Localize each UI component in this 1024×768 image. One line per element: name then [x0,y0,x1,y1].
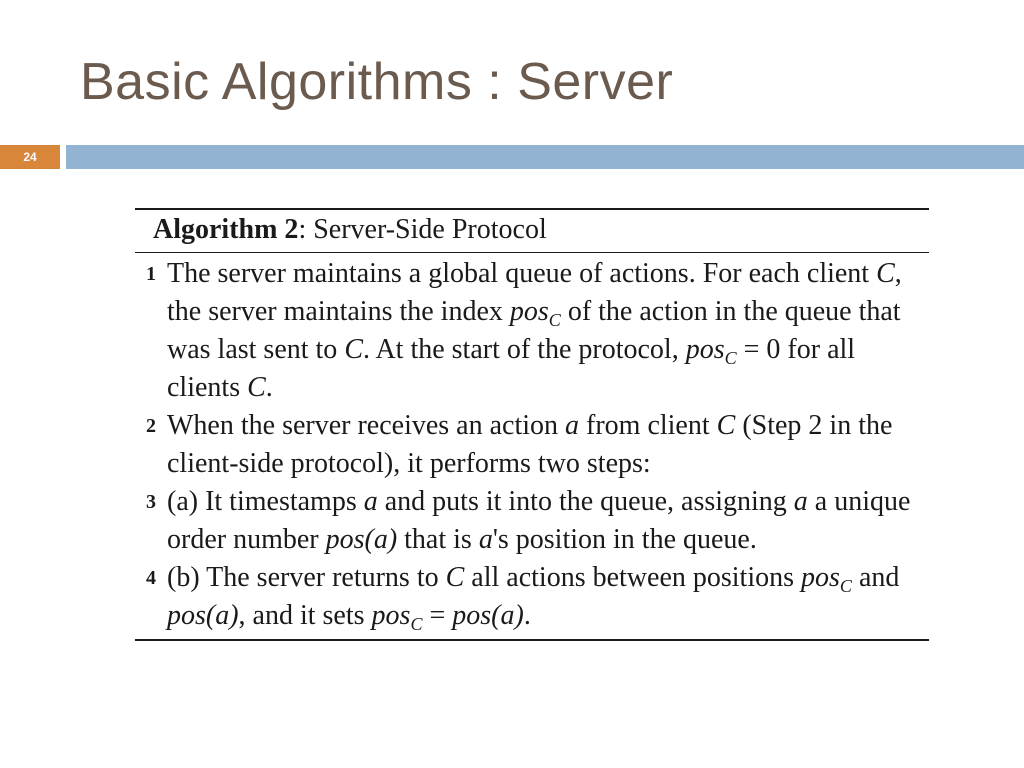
slide-number: 24 [0,145,60,169]
step-text: The server maintains a global queue of actions. For each client C, the server maintains the index pos$_C$ of the action in the queue that was last sent to C. At the start of the protocol, pos$_C$ = 0 for all clients C. [167,258,902,403]
algorithm-step [135,559,929,635]
algorithm-box [135,208,929,641]
step-number: 3 [146,491,156,513]
algorithm-header: Algorithm 2: Server-Side Protocol [135,210,929,253]
algorithm-step [135,255,929,407]
step-number: 1 [146,263,156,285]
algorithm-name: Server-Side Protocol [313,214,547,245]
algorithm-body [135,253,929,639]
algorithm-step [135,407,929,483]
slide-title: Basic Algorithms : Server [80,53,674,111]
header-bar [66,145,1024,169]
step-text: (a) It timestamps a and puts it into the queue, assigning a a unique order number pos(a) that is a's position in the queue. [167,486,911,555]
algorithm-step [135,483,929,559]
step-number: 2 [146,415,156,437]
algorithm-label: Algorithm 2 [153,214,299,245]
step-text: (b) The server returns to C all actions between positions pos$_C$ and pos(a), and it sets pos$_C$ = pos(a). [167,562,900,634]
step-number: 4 [146,567,156,589]
step-text: When the server receives an action a from client C (Step 2 in the client-side protocol), it performs two steps: [167,410,893,479]
